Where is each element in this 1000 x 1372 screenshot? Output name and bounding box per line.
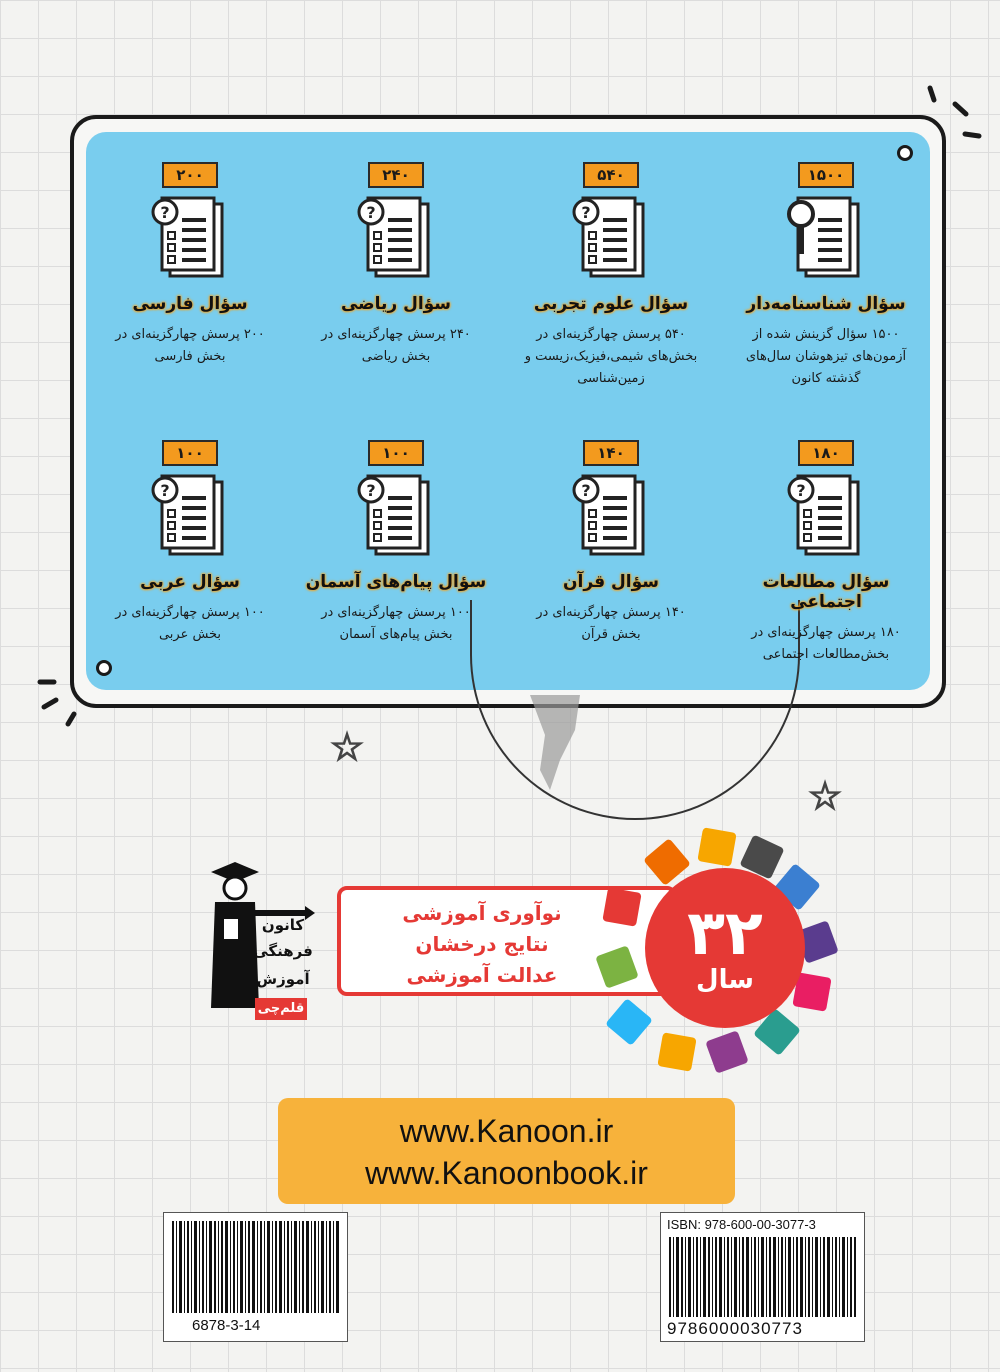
section-description: ۱۴۰ پرسش چهارگزینه‌ای در بخش قرآن <box>536 605 686 642</box>
section-title: سؤال پیام‌های آسمان <box>305 572 487 592</box>
section-title: سؤال مطالعات اجتماعی <box>762 572 890 612</box>
question-document-icon <box>148 196 232 284</box>
slogan-line: عدالت آموزشی <box>406 963 558 987</box>
section-title: سؤال فارسی <box>132 294 248 314</box>
isbn-barcode <box>660 1212 865 1342</box>
question-document-icon <box>354 474 438 562</box>
section-description: ۱۵۰۰ سؤال گزینش شده از آزمون‌های تیزهوشان سال‌های گذشته کانون <box>745 327 907 386</box>
barcode-bars <box>172 1221 340 1313</box>
section-card-math <box>296 162 496 368</box>
count-badge: ۱۸۰ <box>798 440 854 466</box>
logo-brand: قلم‌چی <box>255 998 307 1020</box>
question-document-icon <box>569 196 653 284</box>
star-doodle-2: ☆ <box>808 774 843 818</box>
count-badge: ۵۴۰ <box>583 162 639 188</box>
star-doodle-1: ☆ <box>330 725 365 769</box>
book-petal-icon <box>697 827 736 866</box>
count-badge: ۲۴۰ <box>368 162 424 188</box>
svg-text:?: ? <box>796 481 806 500</box>
magnifier-document-icon <box>784 196 868 284</box>
section-card-quran <box>511 440 711 646</box>
svg-text:?: ? <box>160 481 170 500</box>
svg-text:?: ? <box>581 481 591 500</box>
question-document-icon <box>354 196 438 284</box>
globe-land-doodle <box>520 690 620 800</box>
question-document-icon <box>784 474 868 562</box>
section-description: ۱۸۰ پرسش چهارگزینه‌ای در بخش‌مطالعات اجتماعی <box>751 625 901 662</box>
website-url[interactable]: www.Kanoonbook.ir <box>365 1155 648 1191</box>
isbn-number: 9786000030773 <box>667 1319 803 1338</box>
count-badge: ۱۴۰ <box>583 440 639 466</box>
slogan-line: نوآوری آموزشی <box>402 901 562 925</box>
section-description: ۲۴۰ پرسش چهارگزینه‌ای در بخش ریاضی <box>321 327 471 364</box>
count-badge: ۱۰۰ <box>162 440 218 466</box>
section-card-persian <box>90 162 290 368</box>
barcode-left <box>163 1212 348 1342</box>
book-petal-icon <box>602 887 641 926</box>
section-card-messages <box>296 440 496 646</box>
section-card-arabic <box>90 440 290 646</box>
book-petal-icon <box>705 1030 749 1074</box>
section-description: ۱۰۰ پرسش چهارگزینه‌ای در بخش پیام‌های آسمان <box>321 605 471 642</box>
section-card-identity <box>726 162 926 390</box>
isbn-text: ISBN: 978-600-00-3077-3 <box>667 1217 816 1232</box>
count-badge: ۱۵۰۰ <box>798 162 854 188</box>
book-petal-icon <box>605 998 653 1046</box>
section-card-science <box>511 162 711 390</box>
section-description: ۱۰۰ پرسش چهارگزینه‌ای در بخش عربی <box>115 605 265 642</box>
logo-line-3: آموزش <box>256 970 310 988</box>
section-title: سؤال عربی <box>140 572 240 592</box>
section-title: سؤال شناسنامه‌دار <box>746 294 906 314</box>
count-badge: ۱۰۰ <box>368 440 424 466</box>
section-description: ۵۴۰ پرسش چهارگزینه‌ای در بخش‌های شیمی،فیزیک،زیست و زمین‌شناسی <box>524 327 698 386</box>
section-title: سؤال ریاضی <box>340 294 452 314</box>
svg-text:?: ? <box>160 203 170 222</box>
question-document-icon <box>569 474 653 562</box>
website-box <box>278 1098 735 1204</box>
anniversary-number: ۳۲ <box>687 896 763 969</box>
logo-line-1: کانون <box>261 916 305 934</box>
svg-text:?: ? <box>366 481 376 500</box>
slogan-line: نتایج درخشان <box>415 932 549 956</box>
svg-text:?: ? <box>366 203 376 222</box>
book-petal-icon <box>657 1032 696 1071</box>
section-card-social <box>726 440 926 666</box>
section-description: ۲۰۰ پرسش چهارگزینه‌ای در بخش فارسی <box>115 327 265 364</box>
section-title: سؤال قرآن <box>563 572 659 592</box>
count-badge: ۲۰۰ <box>162 162 218 188</box>
barcode-bars <box>669 1237 857 1317</box>
logo-line-2: فرهنگی <box>253 942 313 960</box>
question-document-icon <box>148 474 232 562</box>
section-title: سؤال علوم تجربی <box>533 294 689 314</box>
anniversary-label: سال <box>696 965 754 995</box>
anniversary-badge <box>645 868 805 1028</box>
kanoon-logo <box>205 858 325 1028</box>
website-url[interactable]: www.Kanoon.ir <box>399 1113 614 1149</box>
svg-text:?: ? <box>581 203 591 222</box>
barcode-code: 6878-3-14 <box>192 1317 261 1334</box>
